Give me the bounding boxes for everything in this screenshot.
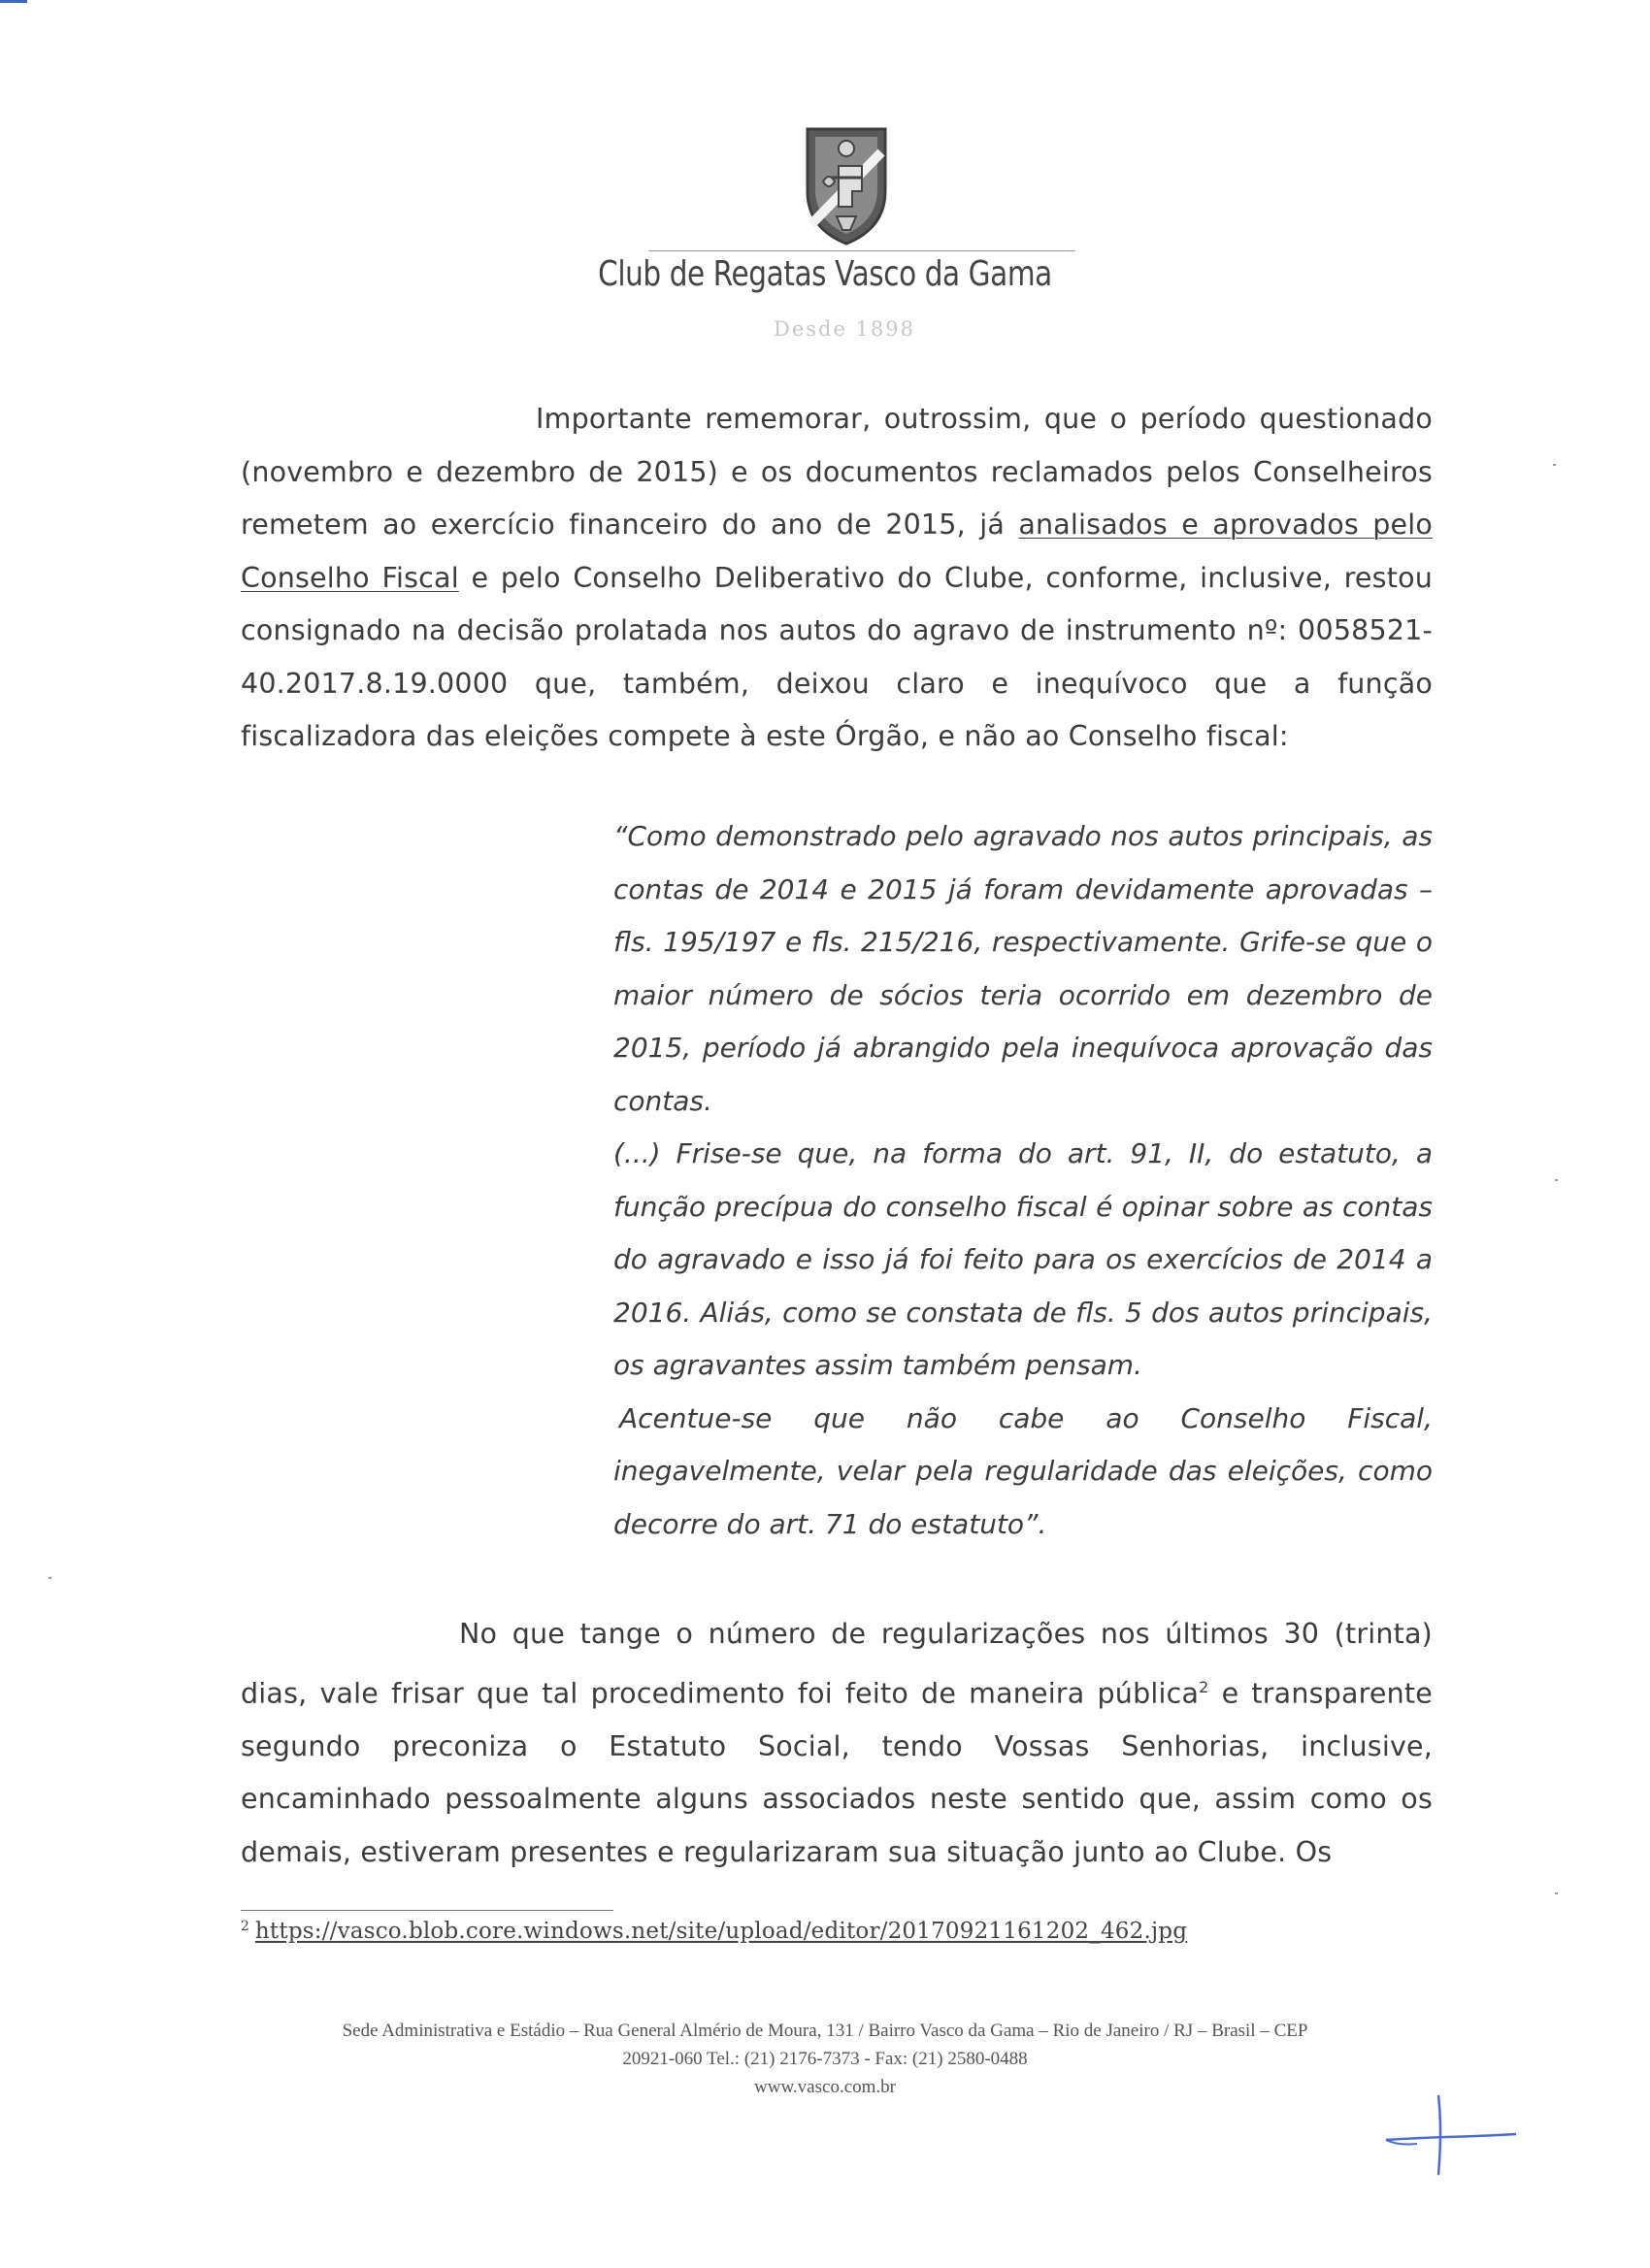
paragraph-lead: No que tange o número de regularizações nos últimos 30 (trinta) dias, vale frisar que tal procedimento foi feito de maneira pública xyxy=(241,1618,1433,1709)
letterhead-footer xyxy=(291,2017,1359,2101)
quote-paragraph-3 xyxy=(613,1393,1433,1552)
footer-address: Sede Administrativa e Estádio – Rua General Almério de Moura, 131 / Bairro Vasco da Gama – Rio de Janeiro / RJ – Brasil – CEP xyxy=(342,2021,1308,2041)
footnote-rule xyxy=(241,1910,613,1911)
footnote-link[interactable]: https://vasco.blob.core.windows.net/site/upload/editor/20170921161202_462.jpg xyxy=(254,1919,1188,1944)
scan-speck xyxy=(1555,1179,1558,1181)
underlined-phrase: analisados e aprovados pelo Conselho Fiscal xyxy=(241,509,1433,594)
court-decision-quote xyxy=(613,810,1433,1551)
paragraph-accounts-approval xyxy=(241,393,1433,764)
paragraph-tail: e pelo Conselho Deliberativo do Clube, conforme, inclusive, restou consignado na decisão prolatada nos autos do agravo de instrumento nº: 0058521-40.2017.8.19.0000 que, também, deixou claro e inequívoco que a função fiscalizadora das eleições compete à este Órgão, e não ao Conselho fiscal: xyxy=(241,561,1433,752)
footnote-ref: 2 xyxy=(1199,1677,1209,1696)
quote-paragraph-2: (...) Frise-se que, na forma do art. 91, II, do estatuto, a função precípua do conselho fiscal é opinar sobre as contas do agravado e isso já foi feito para os exercícios de 2014 a 2016. Aliás, como se constata de fls. 5 dos autos principais, os agravantes assim também pensam. xyxy=(613,1137,1433,1381)
scan-corner-mark xyxy=(0,0,27,3)
paragraph-regularizations xyxy=(241,1608,1433,1879)
scan-speck xyxy=(1553,464,1556,466)
paragraph-lead: Importante rememorar, outrossim, que o período questionado (novembro e dezembro de 2015) e os documentos reclamados pelos Conselheiros remetem ao exercício financeiro do ano de 2015, já xyxy=(241,403,1433,541)
footnote-number: 2 xyxy=(241,1919,249,1934)
paragraph-tail: e transparente segundo preconiza o Estatuto Social, tendo Vossas Senhorias, inclusive, encaminhado pessoalmente alguns associados neste sentido que, assim como os demais, estiveram presentes e regularizaram sua situação junto ao Clube. Os xyxy=(241,1677,1434,1868)
club-crest-logo xyxy=(802,123,891,247)
footer-website: www.vasco.com.br xyxy=(754,2077,896,2097)
scan-speck xyxy=(1555,1892,1558,1894)
founded-year: Desde 1898 xyxy=(773,317,916,341)
club-name: Club de Regatas Vasco da Gama xyxy=(598,254,1052,294)
scan-speck xyxy=(49,1577,51,1579)
quote-paragraph-3-text: Acentue-se que não cabe ao Conselho Fiscal, inegavelmente, velar pela regularidade das eleições, como decorre do art. 71 do estatuto”. xyxy=(613,1401,1433,1540)
footer-contact: 20921-060 Tel.: (21) 2176-7373 - Fax: (21) 2580-0488 xyxy=(622,2049,1028,2069)
header-rule xyxy=(648,250,1075,251)
quote-paragraph-1: “Como demonstrado pelo agravado nos autos principais, as contas de 2014 e 2015 já foram devidamente aprovadas – fls. 195/197 e fls. 215/216, respectivamente. Grife-se que o maior número de sócios teria ocorrido em dezembro de 2015, período já abrangido pela inequívoca aprovação das contas. xyxy=(613,820,1433,1117)
footnote xyxy=(241,1919,1187,1944)
handwritten-rubric xyxy=(1378,2091,1524,2179)
